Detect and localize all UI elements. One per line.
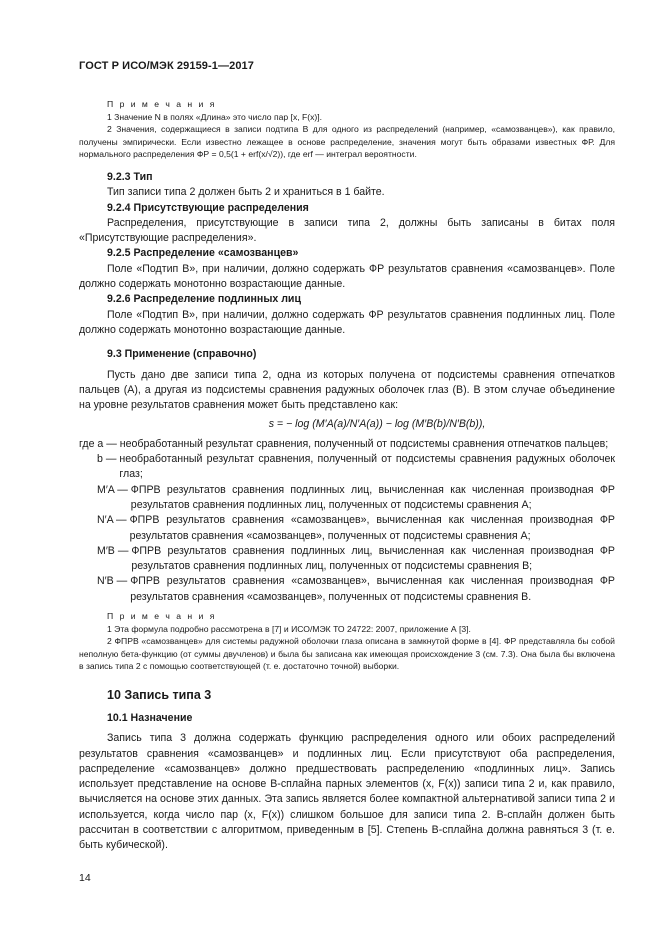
notes-title: П р и м е ч а н и я [107, 99, 217, 109]
page-content [79, 98, 615, 854]
definition-a: где a — необработанный результат сравнения, полученный от подсистемы сравнения отпечатков пальцев; [79, 437, 609, 450]
notes-title-2: П р и м е ч а н и я [107, 610, 217, 621]
fusion-formula: s = − log (M′A(a)/N′A(a)) − log (M′B(b)/N′B(b)), [268, 418, 486, 431]
note-2: 2 Значения, содержащиеся в записи подтипа B для одного из распределений (например, «самозванцев»), как правило, получены эмпирически. Если известно лежащее в основе распределение, значения могут быть образами известных ФР. Для нормального распределения ФР = 0,5(1 + erf(x/√2)), где erf — интеграл вероятности. [79, 124, 615, 160]
section-9-2-4-title: 9.2.4 Присутствующие распределения [107, 201, 309, 214]
section-10-title: 10 Запись типа 3 [107, 687, 212, 702]
definition-mb: M′B — ФПРВ результатов сравнения подлинных лиц, вычисленная как численная производная ФР результатов сравнения подлинных лиц, полученных от подсистемы сравнения B; [97, 544, 615, 573]
note-2-1: 1 Эта формула подробно рассмотрена в [7] и ИСО/МЭК ТО 24722: 2007, приложение А [3]. [107, 623, 471, 634]
note-2-2: 2 ФПРВ «самозванцев» для системы радужной оболочки глаза описана в замкнутой форме в [4]. ФР представляла бы собой неполную бета-функцию (от суммы двучленов) и была бы записана как имеющая происхождение 3 (см. 7.3). Она была бы включена в запись типа 2 с помощью соответствующей (т. е. достаточно точной) выборки. [79, 636, 615, 672]
page-number: 14 [79, 872, 91, 884]
section-9-3-title: 9.3 Применение (справочно) [107, 348, 257, 361]
standard-header: ГОСТ Р ИСО/МЭК 29159-1—2017 [79, 60, 254, 72]
definition-nb: N′B — ФПРВ результатов сравнения «самозванцев», вычисленная как численная производная ФР результатов сравнения «самозванцев», полученных от подсистемы сравнения B. [97, 575, 615, 603]
definition-ma: M′A — ФПРВ результатов сравнения подлинных лиц, вычисленная как численная производная ФР результатов сравнения подлинных лиц, полученных от подсистемы сравнения A; [97, 483, 615, 511]
section-9-2-5-text: Поле «Подтип B», при наличии, должно содержать ФР результатов сравнения «самозванцев». Поле должно содержать монотонно возрастающие данные. [79, 262, 615, 291]
section-9-2-4-text: Распределения, присутствующие в записи типа 2, должны быть записаны в битах поля «Присутствующие распределения». [79, 216, 615, 245]
section-9-2-3-title: 9.2.3 Тип [107, 170, 153, 183]
section-9-2-6-title: 9.2.6 Распределение подлинных лиц [107, 293, 301, 306]
note-1: 1 Значение N в полях «Длина» это число пар [x, F(x)]. [107, 111, 323, 122]
definition-b: b — необработанный результат сравнения, полученный от подсистемы сравнения радужных оболочек глаз; [97, 453, 615, 481]
section-10-1-text: Запись типа 3 должна содержать функцию распределения одного или обоих распределений результатов сравнения «самозванцев» и подлинных лиц. Если присутствуют оба распределения, распределение «самозванцев» должно предшествовать распределению «подлинных лиц». Запись использует представление на основе B-сплайна парных элементов (x, F(x)) записи типа 2 и, как правило, вычисляется на основе этих данных. Эта запись является более компактной альтернативой записи типа 2 и используется, когда число пар (x, F(x)) слишком большое для записи типа 2. B-сплайн должен быть рассчитан в соответствии с алгоритмом, приведенным в [5]. Степень B-сплайна должна равняться 3 (т. е. быть кубической). [79, 732, 615, 852]
section-9-2-5-title: 9.2.5 Распределение «самозванцев» [107, 247, 299, 260]
section-9-3-text: Пусть дано две записи типа 2, одна из которых получена от подсистемы сравнения отпечатков пальцев (A), а другая из подсистемы сравнения радужных оболочек глаз (B). В этом случае объединение на уровне результатов сравнения может быть представлено как: [79, 368, 615, 412]
section-9-2-3-text: Тип записи типа 2 должен быть 2 и храниться в 1 байте. [107, 186, 385, 199]
section-10-1-title: 10.1 Назначение [107, 711, 193, 724]
definition-na: N′A — ФПРВ результатов сравнения «самозванцев», вычисленная как численная производная ФР результатов сравнения «самозванцев», полученных от подсистемы сравнения A; [97, 514, 615, 542]
section-9-2-6-text: Поле «Подтип B», при наличии, должно содержать ФР результатов сравнения подлинных лиц. Поле должно содержать монотонно возрастающие данные. [79, 308, 615, 336]
